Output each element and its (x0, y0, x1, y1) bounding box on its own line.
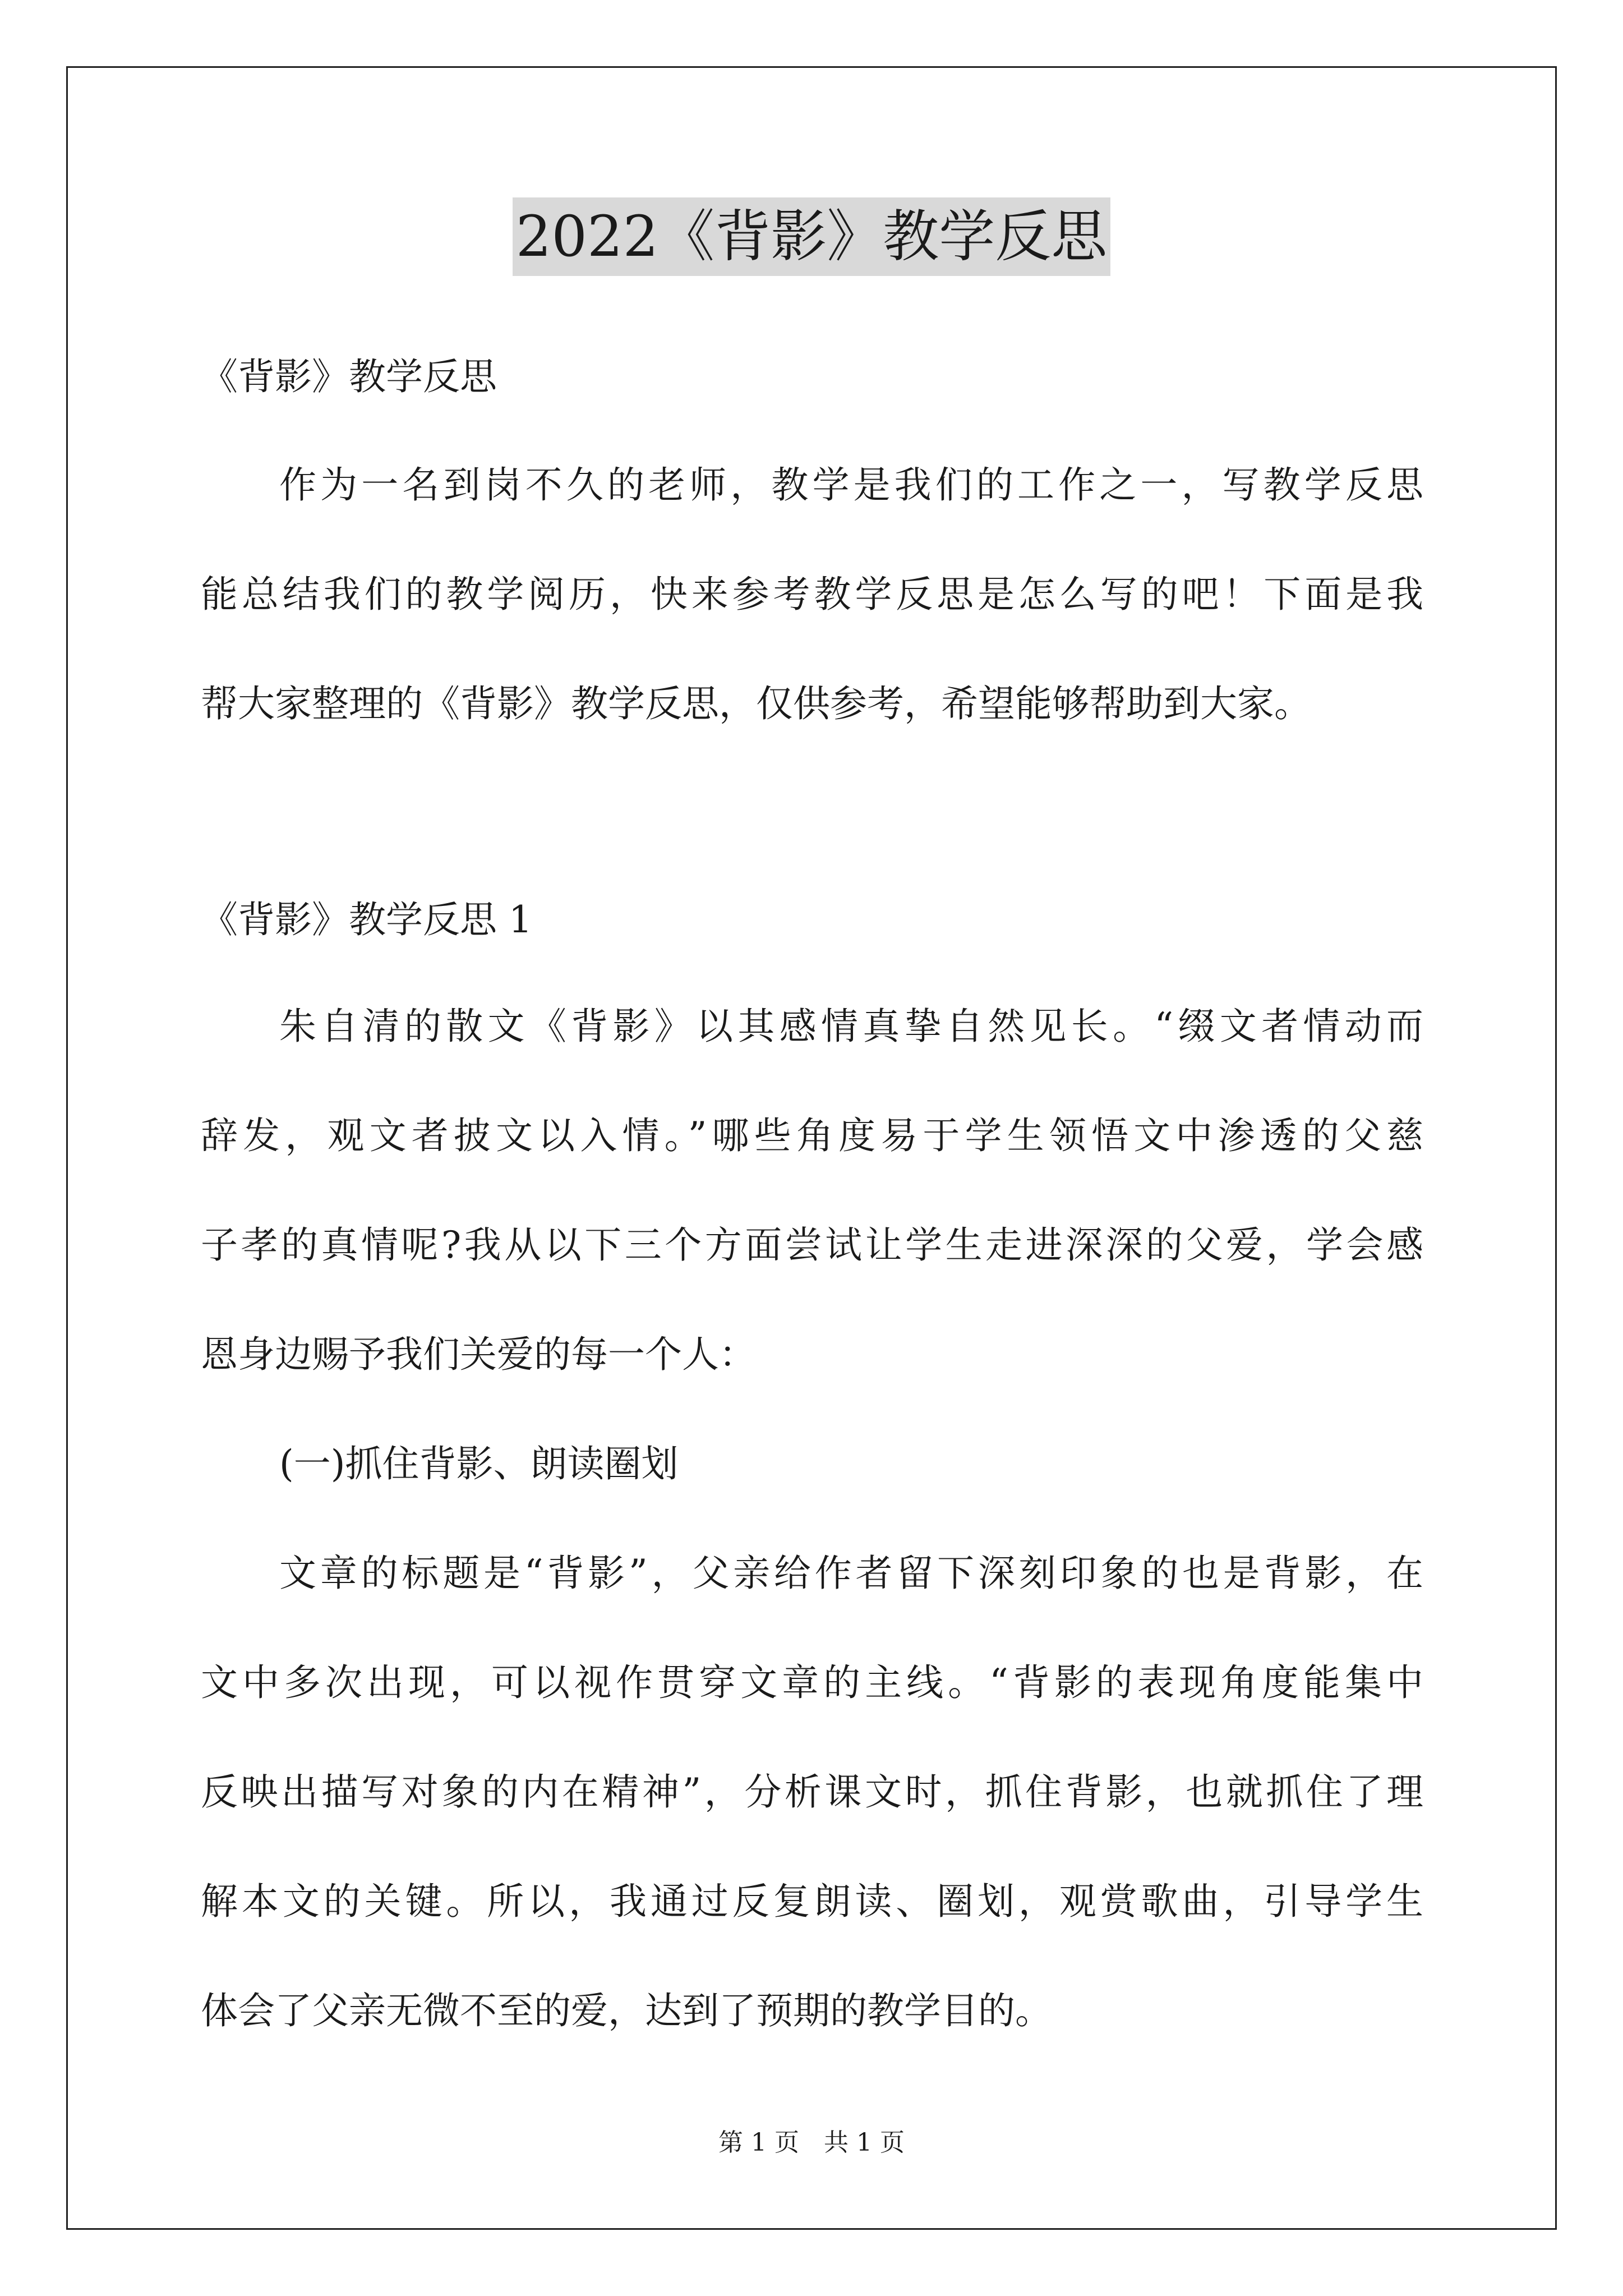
paragraph-line: 辞发，观文者披文以入情。”哪些角度易于学生领悟文中渗透的父慈 (201, 1114, 1423, 1157)
paragraph-line: 朱自清的散文《背影》以其感情真挚自然见长。“缀文者情动而 (279, 1005, 1423, 1048)
intro-line: 帮大家整理的《背影》教学反思，仅供参考，希望能够帮助到大家。 (201, 682, 1311, 725)
paragraph-line: 体会了父亲无微不至的爱，达到了预期的教学目的。 (201, 1989, 1052, 2032)
page-footer: 第 1 页 共 1 页 (718, 2128, 905, 2157)
document-title: 2022《背影》教学反思 (513, 197, 1111, 276)
section-heading: 《背影》教学反思 1 (201, 898, 532, 941)
paragraph-line: 恩身边赐予我们关爱的每一个人： (201, 1333, 756, 1376)
paragraph-line: 解本文的关键。所以，我通过反复朗读、圈划，观赏歌曲，引导学生 (201, 1880, 1423, 1923)
paragraph-line: 子孝的真情呢?我从以下三个方面尝试让学生走进深深的父爱，学会感 (201, 1223, 1423, 1267)
intro-line: 作为一名到岗不久的老师，教学是我们的工作之一，写教学反思 (279, 463, 1423, 507)
subheading: (一)抓住背影、朗读圈划 (279, 1442, 679, 1485)
paragraph-line: 反映出描写对象的内在精神”，分析课文时，抓住背影，也就抓住了理 (201, 1770, 1423, 1814)
document-subtitle: 《背影》教学反思 (201, 355, 497, 398)
document-body (201, 0, 1423, 2296)
paragraph-line: 文中多次出现，可以视作贯穿文章的主线。“背影的表现角度能集中 (201, 1661, 1423, 1704)
intro-line: 能总结我们的教学阅历，快来参考教学反思是怎么写的吧！下面是我 (201, 573, 1423, 616)
paragraph-line: 文章的标题是“背影”，父亲给作者留下深刻印象的也是背影，在 (279, 1552, 1423, 1595)
